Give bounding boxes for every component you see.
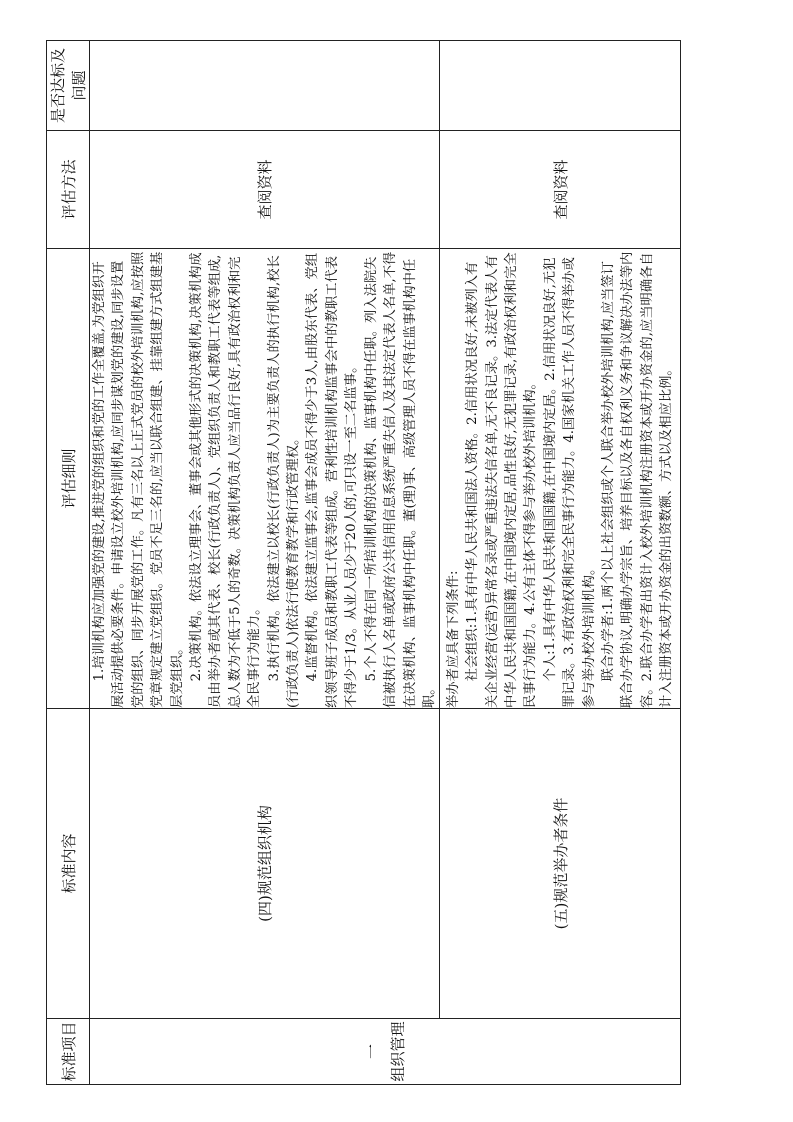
- rotated-table-container: [46, 41, 681, 1085]
- header-content: 标准内容: [47, 709, 90, 1019]
- row-content: (五)规范举办者条件: [440, 709, 681, 1019]
- rule-paragraph: 5.个人不得在同一所培训机构的决策机构、监事机构中任职。列入法院失信被执行人名单或政府公共信用信息系统严重失信人及其法定代表人名单,不得在决策机构、监事机构中任职。董(理)事、高级管理人员不得在监事机构中任职。: [363, 251, 437, 708]
- rule-paragraph: 2.决策机构。依法设立理事会、董事会或其他形式的决策机构,决策机构成员由举办者或其代表、校长(行政负责人)、党组织负责人和教职工代表等组成,总人数为不低于5人的奇数。决策机构负责人应当品行良好,具有政治权利和完全民事行为能力。: [189, 252, 263, 708]
- header-row: [47, 41, 90, 1085]
- rule-paragraph: 个人:1.具有中华人民共和国国籍,在中国境内定居。2.信用状况良好,无犯罪记录。3.有政治权利和完全民事行为能力。4.国家机关工作人员不得举办或参与举办校外培训机构。: [542, 257, 597, 708]
- rule-paragraph: 4.监督机构。依法建立监事会,监事会成员不得少于3人,由股东代表、党组织领导班子成员和教职工代表等组成。营利性培训机构监事会中的教职工代表不得少于1/3。从业人员少于20人的,可只设一至二名监事。: [305, 252, 360, 708]
- table-row: [90, 41, 440, 1085]
- project-number: 一: [363, 1044, 381, 1060]
- evaluation-table: [46, 40, 681, 1085]
- row-result: [440, 41, 681, 131]
- row-method: 查阅资料: [440, 131, 681, 249]
- row-rules: [440, 249, 681, 709]
- table-row: [440, 41, 681, 1085]
- rule-paragraph: 3.执行机构。依法建立以校长(行政负责人)为主要负责人的执行机构,校长(行政负责人)依法行使教育教学和行政管理权。: [266, 255, 302, 708]
- header-project: 标准项目: [47, 1019, 90, 1085]
- rule-paragraph: 1.培训机构应加强党的建设,推进党的组织和党的工作全覆盖,为党组织开展活动提供必要条件。申请设立校外培训机构,应同步谋划党的建设,同步设置党的组织、同步开展党的工作。凡有三名以上正式党员的校外培训机构,应按照党章规定建立党组织。党员不足三名的,应当以联合组建、挂靠组建方式组建基层党组织。: [92, 251, 185, 708]
- rule-paragraph: 联合办学者:1.两个以上社会组织或个人联合举办校外培训机构,应当签订联合办学协议,明确办学宗旨、培养目标以及各自权利义务和争议解决办法等内容。2.联合办学者出资计入校外培训机构注册资本或开办资金的,应当明确各自计入注册资本或开办资金的出资数额、方式以及相应比例。: [600, 251, 675, 708]
- row-method: 查阅资料: [90, 131, 440, 249]
- row-content: (四)规范组织机构: [90, 709, 440, 1019]
- header-method: 评估方法: [47, 131, 90, 249]
- project-name: 组织管理: [389, 1021, 407, 1082]
- project-cell: [90, 1019, 681, 1085]
- header-result: 是否达标及问题: [47, 41, 90, 131]
- row-result: [90, 41, 440, 131]
- row-rules: [90, 249, 440, 709]
- header-rules: 评估细则: [47, 249, 90, 709]
- rule-paragraph: 社会组织:1.具有中华人民共和国法人资格。2.信用状况良好,未被列入有关企业经营(运营)异常名录或严重违法失信名单,无不良记录。3.法定代表人有中华人民共和国国籍,在中国境内定居,品性良好,无犯罪记录,有政治权利和完全民事行为能力。4.公有主体不得参与举办校外培训机构。: [465, 252, 539, 708]
- rule-paragraph: 举办者应具备下列条件:: [445, 570, 461, 708]
